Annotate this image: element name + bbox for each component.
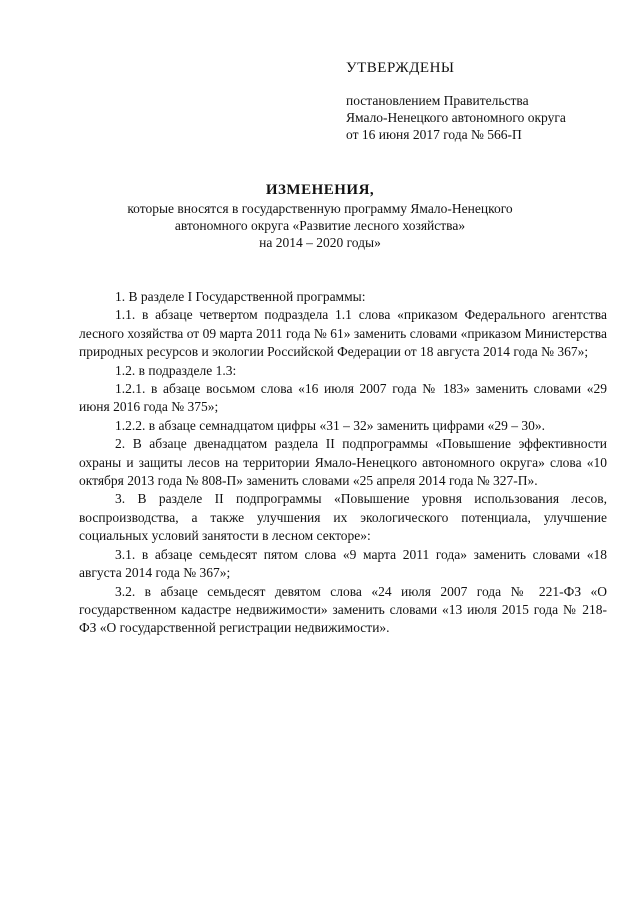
document-heading <box>80 180 560 251</box>
heading-subtitle-line: на 2014 – 2020 годы» <box>259 235 381 250</box>
paragraph: 3. В разделе II подпрограммы «Повышение уровня использования лесов, воспроизводства, а также улучшения их экологического потенциала, улучшение социальных условий занятости в лесном секторе»: <box>79 491 607 544</box>
paragraph: 1.2.1. в абзаце восьмом слова «16 июля 2007 года № 183» заменить словами «29 июня 2016 года № 375»; <box>79 381 607 415</box>
approval-line: постановлением Правительства <box>346 93 529 108</box>
paragraph: 1.2.2. в абзаце семнадцатом цифры «31 – 32» заменить цифрами «29 – 30». <box>115 417 546 433</box>
paragraph: 1. В разделе I Государственной программы: <box>115 289 366 304</box>
heading-subtitle-line: автономного округа «Развитие лесного хозяйства» <box>174 218 466 233</box>
paragraph: 1.2. в подразделе 1.3: <box>115 362 237 378</box>
heading-title: ИЗМЕНЕНИЯ, <box>265 182 375 198</box>
approval-line: Ямало-Ненецкого автономного округа <box>346 110 566 125</box>
paragraph: 2. В абзаце двенадцатом раздела II подпрограммы «Повышение эффективности охраны и защиты лесов на территории Ямало-Ненецкого автономного округа» слова «10 октября 2013 года № 808-П» заменить словами «25 апреля 2014 года № 327-П». <box>79 436 607 489</box>
paragraph: 3.2. в абзаце семьдесят девятом слова «24 июля 2007 года № 221-ФЗ «О государственном кадастре недвижимости» заменить словами «13 июля 2015 года № 218-ФЗ «О государственной регистрации недвижимости». <box>79 583 607 636</box>
paragraph: 3.1. в абзаце семьдесят пятом слова «9 марта 2011 года» заменить словами «18 августа 2014 года № 367»; <box>79 546 607 581</box>
approval-line: от 16 июня 2017 года № 566-П <box>346 127 522 142</box>
approval-title: УТВЕРЖДЕНЫ <box>346 60 455 76</box>
paragraph: 1.1. в абзаце четвертом подраздела 1.1 слова «приказом Федерального агентства лесного хозяйства от 09 марта 2011 года № 61» заменить словами «приказом Министерства природных ресурсов и экологии Российской Федерации от 18 августа 2014 года № 367»; <box>79 307 607 360</box>
document-body <box>79 288 607 638</box>
approval-lines <box>346 92 616 143</box>
heading-subtitle-line: которые вносятся в государственную программу Ямало-Ненецкого <box>127 201 513 216</box>
approval-block <box>346 58 616 143</box>
